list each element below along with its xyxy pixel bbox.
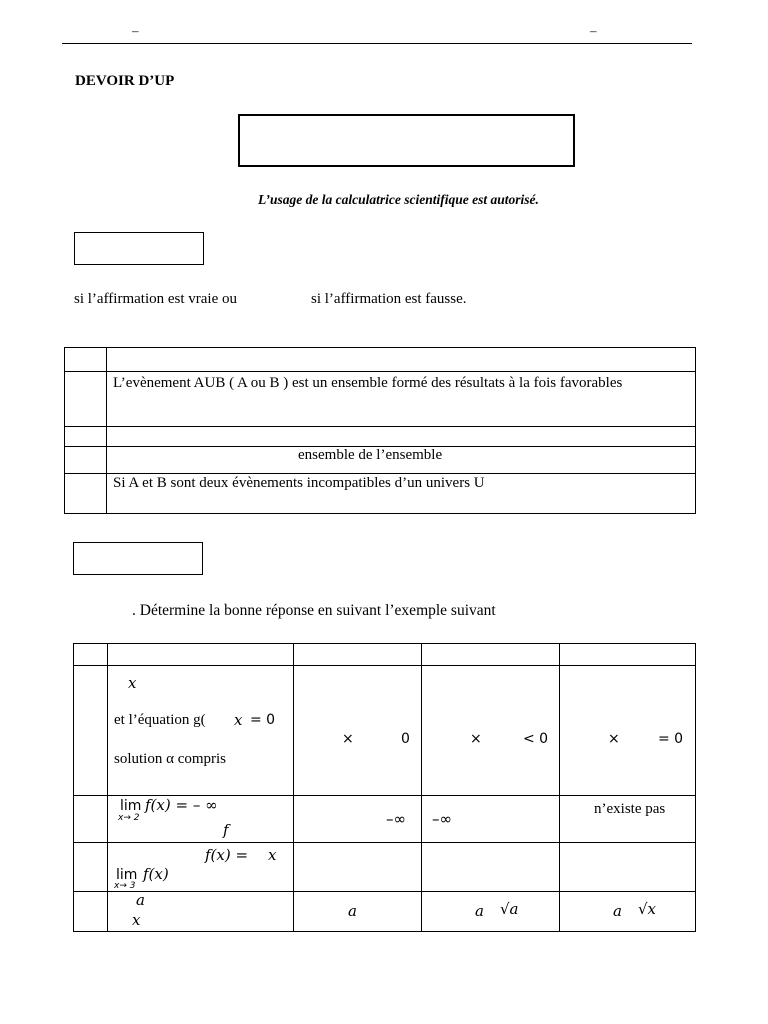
table-cell (65, 348, 107, 372)
instruction-part2: si l’affirmation est fausse. (311, 291, 467, 307)
r1-c4-times: × (608, 731, 620, 747)
table-cell (294, 644, 422, 666)
table-cell (74, 892, 108, 932)
table-cell (74, 666, 108, 796)
table-cell (294, 843, 422, 892)
table-cell (560, 843, 696, 892)
header-dash-right: – (590, 23, 597, 38)
table-cell (294, 666, 422, 796)
r2-expression: f(x) = – ∞ (145, 796, 218, 814)
calculator-note: L’usage de la calculatrice scientifique est autorisé. (258, 192, 539, 207)
exercise1-label-box (74, 232, 204, 265)
exercise2-prompt: . Détermine la bonne réponse en suivant l’exemple suivant (132, 602, 496, 619)
title-box (238, 114, 575, 167)
r4-a: a (136, 891, 145, 909)
r4-c3-a: a (475, 902, 484, 920)
r3-x: x (268, 846, 277, 864)
table-true-false (64, 347, 696, 514)
r2-lim: lim (120, 798, 142, 814)
table-cell (422, 796, 560, 843)
table-multiple-choice (73, 643, 696, 932)
table-cell (560, 644, 696, 666)
table-cell (108, 644, 294, 666)
r1-solution: solution α compris (114, 751, 227, 767)
table-cell (560, 892, 696, 932)
table-cell (74, 644, 108, 666)
table-cell (65, 474, 107, 514)
r1-c4-value: = 0 (658, 731, 684, 747)
r1-c2-times: × (342, 731, 354, 747)
r2-lim-sub: x→ 2 (118, 813, 140, 823)
page-title: DEVOIR D’UP (75, 73, 175, 89)
r2-f: f (223, 821, 229, 839)
r1-c2-value: 0 (401, 731, 410, 747)
table-cell (107, 474, 696, 514)
table-cell (65, 427, 107, 447)
r3-lim: lim (116, 867, 138, 883)
table-cell (74, 843, 108, 892)
table-cell (108, 843, 294, 892)
table-cell (74, 796, 108, 843)
r3-lim-sub: x→ 3 (114, 881, 136, 891)
r1-x: x (128, 674, 137, 692)
r4-x: x (132, 911, 141, 929)
table-cell (108, 796, 294, 843)
r3-fx: f(x) (143, 865, 169, 883)
r4-c2: a (348, 902, 357, 920)
table-cell (65, 447, 107, 474)
table-cell (107, 427, 696, 447)
header-rule (62, 43, 692, 44)
table-cell (422, 644, 560, 666)
r2-c4: n’existe pas (594, 801, 666, 817)
table1-row4-text: ensemble de l’ensemble (298, 447, 443, 463)
r2-c2: –∞ (386, 810, 406, 828)
table-cell (422, 892, 560, 932)
table-cell (422, 666, 560, 796)
r2-c3: –∞ (432, 810, 452, 828)
r4-c3-sqrt: √a (500, 900, 519, 918)
table-cell (108, 892, 294, 932)
table-cell (294, 892, 422, 932)
table1-row5-text: Si A et B sont deux évènements incompatibles d’un univers U (113, 475, 485, 491)
exercise2-label-box (73, 542, 203, 575)
table-cell (422, 843, 560, 892)
r4-c4-sqrt: √x (638, 900, 657, 918)
table-cell (65, 372, 107, 427)
table-cell (294, 796, 422, 843)
r3-expression: f(x) = (205, 846, 249, 864)
r1-equation-x: x (234, 711, 243, 729)
r1-equation: et l’équation g( (114, 712, 206, 728)
table1-row2-text: L’evènement AUB ( A ou B ) est un ensemble formé des résultats à la fois favorables (113, 375, 623, 391)
table-cell (107, 372, 696, 427)
header-dash-left: – (132, 23, 139, 38)
r1-c3-times: × (470, 731, 482, 747)
table-cell (560, 796, 696, 843)
table-cell (560, 666, 696, 796)
r1-equation-end: = 0 (250, 712, 276, 728)
table-cell (108, 666, 294, 796)
instruction-part1: si l’affirmation est vraie ou (74, 291, 238, 307)
table-cell (107, 447, 696, 474)
table-cell (107, 348, 696, 372)
r1-c3-value: < 0 (523, 731, 549, 747)
r4-c4-a: a (613, 902, 622, 920)
